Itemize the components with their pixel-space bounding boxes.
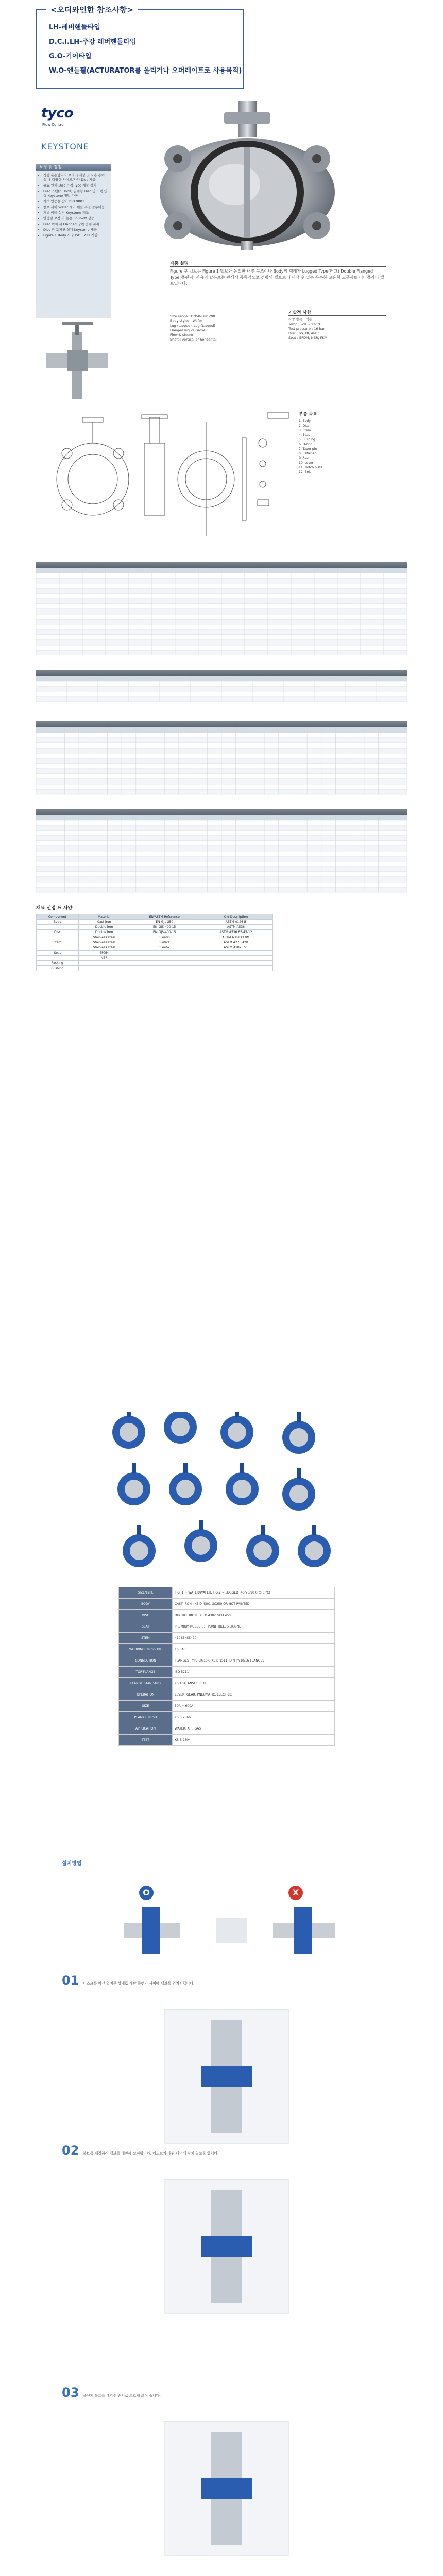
install-step: 03 플랜지 볼트를 대각선 순서로 고르게 조여 줍니다. [62, 2385, 161, 2400]
materials-header: Component [37, 914, 79, 920]
order-note-line: W.O-엔들휠(ACTURATOR를 올리거나 오퍼레이트로 사용목적) [49, 67, 242, 75]
spec-line: 사양 항목 : 적용 [288, 317, 313, 321]
table-row: TOP FLANGE ISO 5211 [119, 1667, 335, 1678]
intro-heading: 제품 설명 [170, 260, 386, 267]
table-row: WORKING PRESSURE 16 BAR [119, 1644, 335, 1655]
order-note-line: G.O-기어타입 [49, 53, 92, 60]
tyco-sub: Flow Control [42, 123, 65, 127]
spec-table [118, 1587, 335, 1746]
feature-item: • Disc 핀 포지션 설계 Keystone 제공 [43, 228, 108, 232]
table-row: NBR [37, 956, 273, 961]
feature-item: • 양방향 보장 가 높은 Shut-off 성능 [43, 216, 108, 221]
table-row: Stainless steel 1.4408 ASTM A351 CF8M [37, 935, 273, 940]
features-panel [36, 164, 111, 318]
dimension-table-3 [36, 721, 407, 802]
features-list [36, 171, 111, 238]
dimension-table-3-grid [36, 727, 407, 800]
table-row: STEM 410SS (SS420) [119, 1633, 335, 1644]
dimension-table-2 [36, 670, 407, 709]
table-row: APPLICATION WATER, AIR, GAS [119, 1723, 335, 1735]
spec-line: Flow & steam [170, 333, 193, 337]
feature-item: • 자격 인증을 받아 ISO 9001 [43, 199, 108, 204]
part-item: 3. Stem [299, 429, 311, 432]
intro-block [170, 260, 386, 292]
spec-line: Disc : SS, DI, Al-Br [288, 331, 319, 335]
table-row: Seat EPDM [37, 951, 273, 956]
table-row: Ductile iron EN-GJS-400-15 ASTM A536 [37, 925, 273, 930]
materials-header: EN/ASTM Reference [130, 914, 199, 920]
parts-heading: 부품 목록 [299, 412, 391, 417]
table-row: SIZE/TYPE FIG. 1 ~ WATER/WAFER, FIG.2 ~ LUGGED (40/70/90 0 to 0 °C) [119, 1587, 335, 1599]
specs-right [288, 309, 386, 341]
table-row: Disc Ductile iron EN-GJS-400-15 ASTM A536 65-45-12 [37, 930, 273, 935]
feature-item: • Disc 위치 시 Flanged 양면 전체 지지 [43, 222, 108, 227]
order-note-line: LH-레버핸들타입 [49, 24, 100, 31]
table-row: DISC DUCTILE IRON : KS D 4302 GCD 450 [119, 1610, 335, 1621]
dimension-table-3-header [36, 721, 407, 727]
table-row: FLANGE STANDARD KS 10K, ANSI 150LB [119, 1678, 335, 1689]
table-row: Stem Stainless steel 1.4021 ASTM A276 420 [37, 940, 273, 945]
spec-line: Shaft : vertical or horizontal [170, 337, 217, 342]
part-item: 6. O-ring [299, 443, 313, 446]
dimension-table-4-grid [36, 815, 407, 897]
comparison-diagram [118, 1902, 345, 1959]
feature-item: • 유효 인치 Disc 가격 Tyco 제품 장치 [43, 183, 108, 188]
features-heading: 특징 및 장점 [36, 164, 111, 171]
tyco-logo: tyco [41, 106, 74, 121]
install-step: 02 볼트를 체결하여 밸브를 배관에 고정합니다. 디스크가 배관 내벽에 닿지 않도록 합니다. [62, 2143, 219, 2158]
product-photo-grid [108, 1412, 335, 1587]
pipe-installation-image [41, 322, 113, 410]
part-item: 7. Taper pin [299, 447, 317, 451]
installation-illustrations [62, 1989, 386, 2576]
spec-line: Test pressure : 16 bar [288, 327, 325, 331]
part-item: 1. Body [299, 419, 311, 423]
materials-header: Old Description [199, 914, 272, 920]
spec-line: Size range : DN50-DN1200 [170, 314, 215, 318]
table-row: Bushing [37, 966, 273, 971]
bad-mark-icon: X [288, 1886, 303, 1900]
feature-item: • Figure 1 Body 사양 ISO 5211 적합 [43, 233, 108, 238]
specs-left [170, 314, 273, 342]
order-notes-title: <오더와인한 참조사항> [46, 4, 138, 15]
spec-line: Seat : EPDM, NBR, FKM [288, 336, 328, 340]
dimension-table-4-header [36, 809, 407, 815]
part-item: 2. Disc [299, 424, 310, 428]
feature-item: • 개별 비례 설정 Keystone 제조 [43, 211, 108, 215]
table-row: BODY CAST IRON : KS D 4301 GC250 OR HOT PAINTED [119, 1599, 335, 1610]
spec-line: Flanged lug vs Grove [170, 328, 206, 332]
part-item: 4. Seat [299, 433, 310, 437]
part-item: 8. Retainer [299, 452, 316, 455]
part-item: 12. Bolt [299, 470, 311, 474]
order-note-line: D.C.I.LH-주강 레버핸들타입 [49, 38, 137, 46]
intro-text: Figure 구 벨브는 Figure 1 벨브와 동일한 내부 구조이나 Body의 형태가 Lugged Type(러그) Double Flanged Type(플랜지) 사용의 탑분포는 관세서 동류적으로 경량의 벨브로 내세장 수 있는 우수한 고온형 고무시트 버터플라이 밸브입니다. [170, 269, 384, 286]
table-row: Stainless steel 1.4462 ASTM A182 F51 [37, 945, 273, 951]
dimension-table-1-grid [36, 568, 407, 655]
spec-line: Lug (tapped), Lug (tapped) [170, 324, 215, 328]
part-item: 11. Notch plate [299, 466, 323, 469]
table-row: OPERATION LEVER, GEAR, PNEUMATIC, ELECTRIC [119, 1689, 335, 1701]
installation-heading: 설치방법 [62, 1861, 82, 1867]
good-mark-icon: O [139, 1886, 154, 1900]
table-row: CONNECTION FLANGES TYPE 5K/10K, KS B 1511, DIN PN10/16 FLANGES [119, 1655, 335, 1667]
table-row: SIZE 50A ~ 600A [119, 1701, 335, 1712]
exploded-drawing [46, 402, 294, 556]
materials-section [36, 904, 273, 971]
part-item: 9. Seal [299, 456, 310, 460]
dimension-table-1 [36, 562, 407, 657]
dimension-table-2-header [36, 670, 407, 676]
feature-item: • Disc 스템(스 Tooll) 일체형 Disc 및 스템 연결 Keystone 정밀 가공 [43, 189, 108, 198]
feature-item: • 밸브 사이 Wafer 레버 핸들 주철 알루미늄 [43, 205, 108, 210]
spec-line: Temp : -29 ~ 120°C [288, 322, 322, 326]
dimension-table-2-grid [36, 676, 407, 707]
table-row: TEST KS B 2304 [119, 1735, 335, 1746]
install-comparison [118, 1886, 345, 1958]
feature-item: • 경량 운용합니다 보다 경제성 및 사용 용이성 대 다양한 사이즈/사양 Disc 제공 [43, 173, 108, 182]
part-item: 5. Bushing [299, 438, 315, 442]
materials-header: Material [78, 914, 130, 920]
dimension-table-1-header [36, 562, 407, 568]
install-step: 01 디스크를 약간 열어둔 상태로 배관 플랜지 사이에 밸브를 위치시킵니다. [62, 1973, 195, 1988]
specs-heading: 기술적 사항 [288, 309, 386, 316]
keystone-logo: KEYSTONE [41, 142, 89, 151]
part-item: 10. Lever [299, 461, 314, 465]
table-row: Packing [37, 961, 273, 966]
parts-list [299, 412, 391, 474]
dimension-table-4 [36, 809, 407, 900]
spec-line: Body styles : Wafer [170, 319, 202, 323]
materials-table [36, 914, 273, 971]
materials-title: 재료 선정 표 사양 [36, 906, 73, 911]
hero-valve-image [118, 97, 376, 251]
table-row: PLANIO FRESH KS B 2366 [119, 1712, 335, 1723]
table-row: Body Cast iron EN-GJL-250 ASTM A126 B [37, 920, 273, 925]
table-row: SEAT PREMIUM RUBBER : TPU/NITRILE, SILICONE [119, 1621, 335, 1633]
